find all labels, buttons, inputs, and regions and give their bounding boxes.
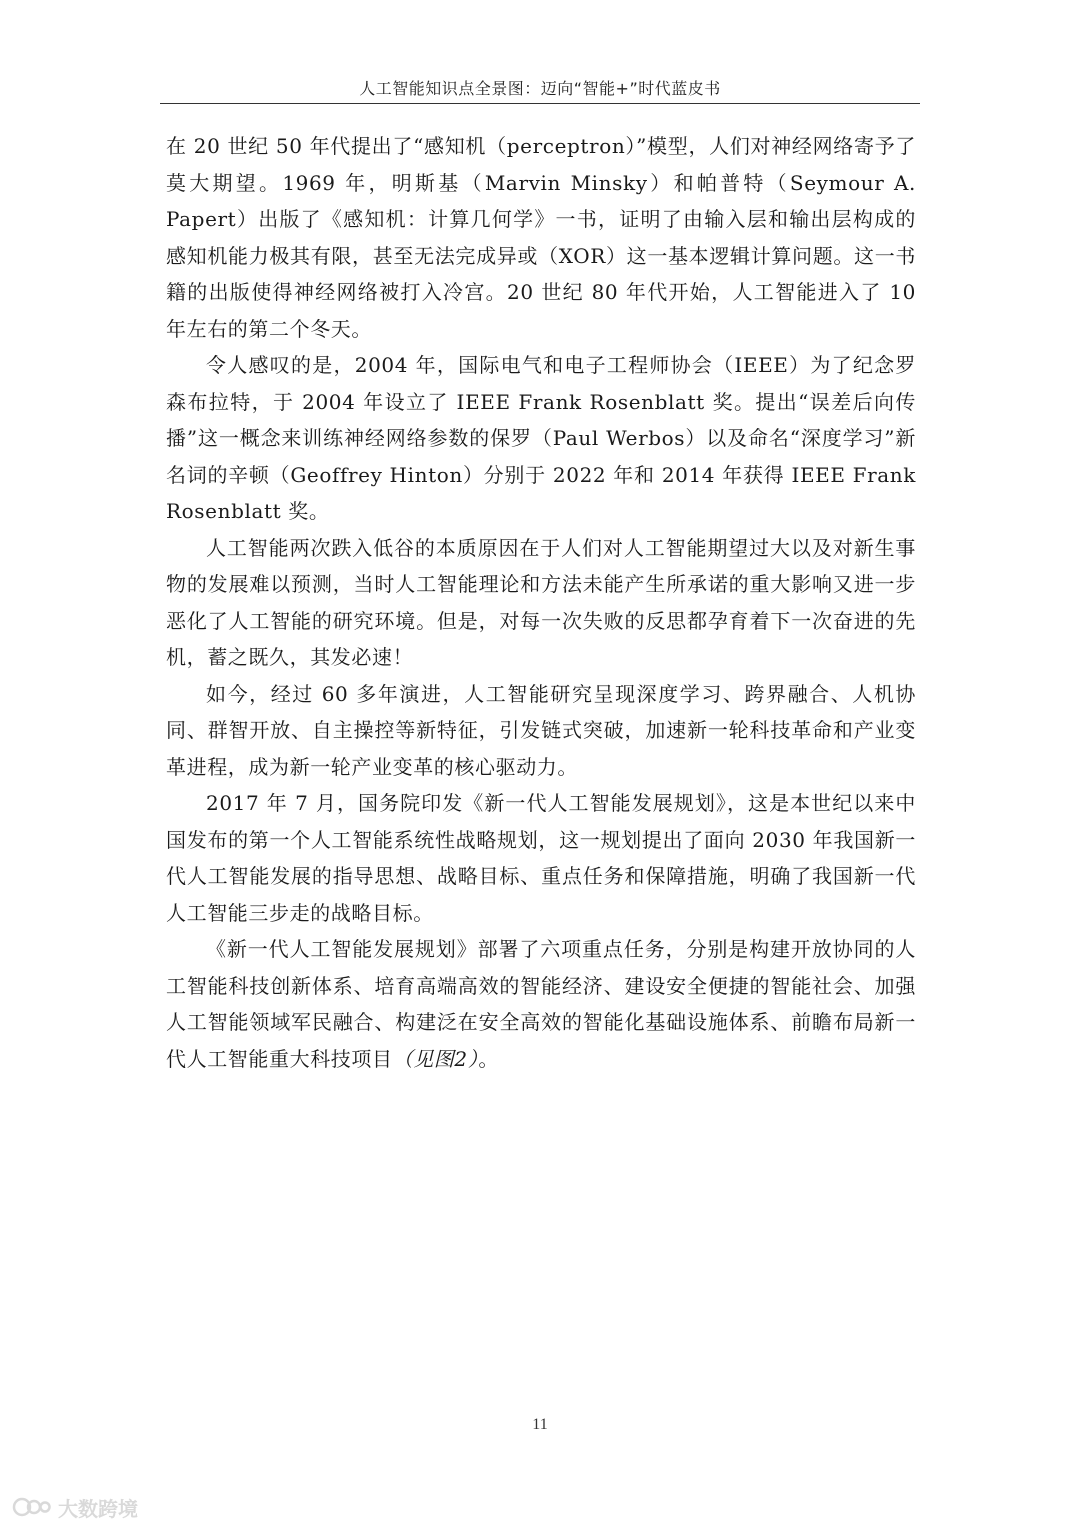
body-text	[166, 128, 916, 1077]
brand-logo-icon	[12, 1495, 52, 1519]
paragraph: 2017 年 7 月，国务院印发《新一代人工智能发展规划》，这是本世纪以来中国发布的第一个人工智能系统性战略规划，这一规划提出了面向 2030 年我国新一代人工智能发展的指导思想、战略目标、重点任务和保障措施，明确了我国新一代人工智能三步走的战略目标。	[166, 791, 916, 925]
paragraph: 人工智能两次跌入低谷的本质原因在于人们对人工智能期望过大以及对新生事物的发展难以预测，当时人工智能理论和方法未能产生所承诺的重大影响又进一步恶化了人工智能的研究环境。但是，对每一次失败的反思都孕育着下一次奋进的先机，蓄之既久，其发必速！	[166, 535, 916, 669]
paragraph-last	[166, 931, 916, 1077]
running-header: 人工智能知识点全景图：迈向“智能+”时代蓝皮书	[359, 79, 721, 98]
paragraph-end: 。	[478, 1046, 499, 1071]
paragraph: 令人感叹的是，2004 年，国际电气和电子工程师协会（IEEE）为了纪念罗森布拉特，于 2004 年设立了 IEEE Frank Rosenblatt 奖。提出“误差后向传播”这一概念来训练神经网络参数的保罗（Paul Werbos）以及命名“深度学习”新名词的辛顿（Geoffrey Hinton）分别于 2022 年和 2014 年获得 IEEE Frank Rosenblatt 奖。	[166, 353, 916, 523]
paragraph: 如今，经过 60 多年演进，人工智能研究呈现深度学习、跨界融合、人机协同、群智开放、自主操控等新特征，引发链式突破，加速新一轮科技革命和产业变革进程，成为新一轮产业变革的核心驱动力。	[166, 681, 916, 779]
watermark-text: 大数跨境	[58, 1496, 138, 1521]
paragraph-text: 《新一代人工智能发展规划》部署了六项重点任务，分别是构建开放协同的人工智能科技创新体系、培育高端高效的智能经济、建设安全便捷的智能社会、加强人工智能领域军民融合、构建泛在安全高效的智能化基础设施体系、前瞻布局新一代人工智能重大科技项目	[166, 937, 916, 1071]
header-divider	[160, 103, 920, 104]
figure-reference: （见图2）	[392, 1046, 479, 1071]
watermark	[12, 1494, 138, 1520]
page-number: 11	[532, 1416, 548, 1433]
paragraph: 在 20 世纪 50 年代提出了“感知机（perceptron）”模型，人们对神经网络寄予了莫大期望。1969 年，明斯基（Marvin Minsky）和帕普特（Seymour A. Papert）出版了《感知机：计算几何学》一书，证明了由输入层和输出层构成的感知机能力极其有限，甚至无法完成异或（XOR）这一基本逻辑计算问题。这一书籍的出版使得神经网络被打入冷宫。20 世纪 80 年代开始，人工智能进入了 10 年左右的第二个冬天。	[166, 134, 916, 341]
